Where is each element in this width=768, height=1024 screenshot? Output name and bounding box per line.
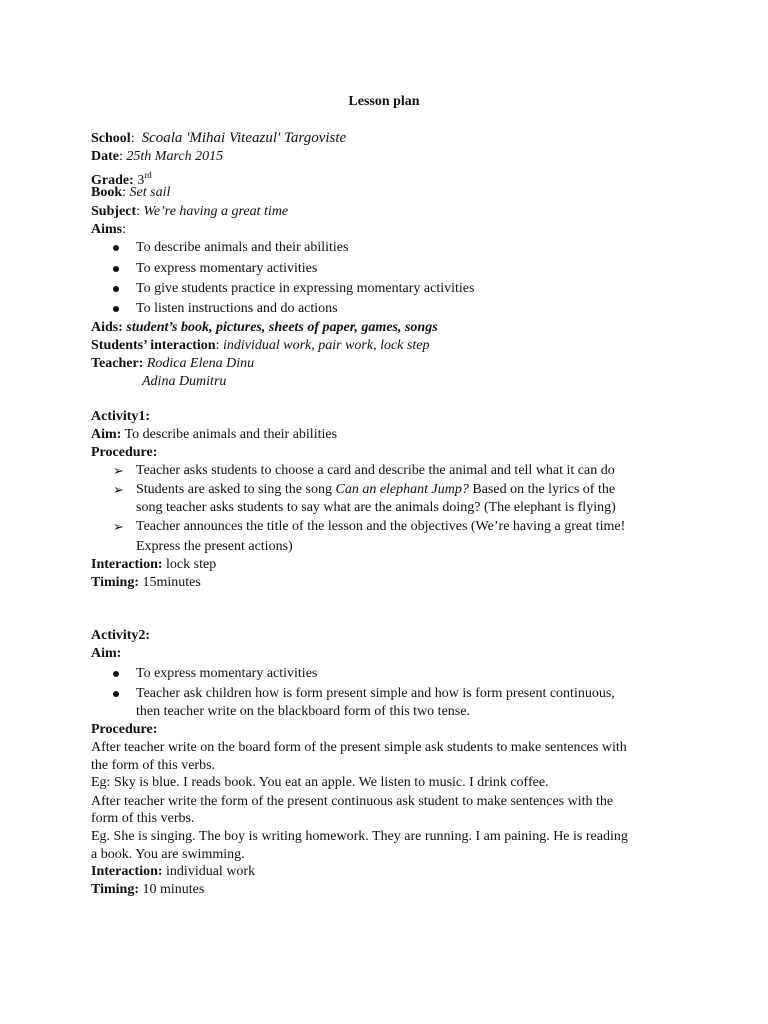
activity1-procedure-label: Procedure: — [91, 445, 158, 460]
date-row: Date: 25th March 2015 — [91, 149, 224, 164]
page-title: Lesson plan — [348, 94, 420, 109]
procedure-line: the form of this verbs. — [91, 758, 216, 773]
procedure-line: After teacher write the form of the present continuous ask student to make sentences with the — [91, 794, 614, 809]
aids-label: Aids: — [91, 320, 123, 335]
activity1-heading: Activity1: — [91, 409, 151, 424]
activity2-timing-label: Timing: — [91, 882, 139, 897]
teacher-name-1: Rodica Elena Dinu — [146, 356, 255, 371]
song-title: Can an elephant Jump? — [335, 482, 469, 497]
activity2-timing-row — [91, 881, 204, 899]
activity2-interaction-row — [91, 863, 255, 881]
school-value: Scoala 'Mihai Viteazul' Targoviste — [141, 130, 347, 146]
students-interaction-label: Students’ interaction — [91, 338, 216, 353]
activity2-aim-item: To express momentary activities — [136, 666, 318, 681]
activity1-interaction-value: lock step — [166, 557, 217, 572]
procedure-line: Eg. She is singing. The boy is writing homework. They are running. I am paining. He is reading — [91, 829, 628, 844]
aim-item: To describe animals and their abilities — [136, 240, 349, 255]
step2-text-b: Based on the lyrics of the — [472, 482, 616, 497]
interaction-row: Students’ interaction: individual work, pair work, lock step — [91, 338, 430, 353]
school-label: School — [91, 131, 131, 146]
bullet-dot-icon — [113, 239, 119, 257]
aids-row — [91, 319, 438, 337]
bullet-dot-icon — [113, 300, 119, 318]
aims-label: Aims — [91, 222, 123, 237]
activity1-aim-value: To describe animals and their abilities — [124, 427, 338, 442]
activity2-aim-item: Teacher ask children how is form present simple and how is form present continuous, — [136, 686, 615, 701]
activity1-interaction-row — [91, 556, 216, 574]
teacher-label: Teacher: — [91, 356, 144, 371]
activity1-aim-label: Aim: — [91, 427, 122, 442]
subject-value: We’re having a great time — [143, 204, 289, 219]
step2-text-a: Students are asked to sing the song — [136, 482, 332, 497]
procedure-step: Teacher announces the title of the lesson and the objectives (We’re having a great time! — [136, 519, 626, 534]
activity2-aim-label: Aim: — [91, 646, 122, 661]
arrow-bullet-icon: ➢ — [113, 463, 124, 478]
bullet-dot-icon — [113, 685, 119, 703]
procedure-line: Eg: Sky is blue. I reads book. You eat an apple. We listen to music. I drink coffee. — [91, 775, 549, 790]
activity2-timing-value: 10 minutes — [142, 882, 205, 897]
activity2-heading: Activity2: — [91, 628, 151, 643]
book-label: Book — [91, 185, 123, 200]
bullet-dot-icon — [113, 260, 119, 278]
students-interaction-value: individual work, pair work, lock step — [222, 338, 430, 353]
aims-row: Aims: — [91, 222, 127, 237]
aids-value: student’s book, pictures, sheets of paper, games, songs — [126, 320, 438, 335]
date-value: 25th March 2015 — [126, 149, 224, 164]
procedure-line: form of this verbs. — [91, 811, 195, 826]
aim-item: To express momentary activities — [136, 261, 318, 276]
procedure-step-continued: song teacher asks students to say what are the animals doing? (The elephant is flying) — [136, 500, 616, 515]
school-row: School: Scoala 'Mihai Viteazul' Targoviste — [91, 130, 347, 146]
grade-superscript: rd — [144, 170, 152, 180]
procedure-step-continued: Express the present actions) — [136, 539, 293, 554]
arrow-bullet-icon: ➢ — [113, 482, 124, 497]
activity1-interaction-label: Interaction: — [91, 557, 163, 572]
bullet-dot-icon — [113, 665, 119, 683]
activity2-aim-item-continued: then teacher write on the blackboard form of this two tense. — [136, 704, 470, 719]
procedure-line: a book. You are swimming. — [91, 847, 245, 862]
activity1-timing-label: Timing: — [91, 575, 139, 590]
aim-item: To listen instructions and do actions — [136, 301, 338, 316]
activity1-timing-value: 15minutes — [142, 575, 201, 590]
grade-value: 3 — [137, 173, 145, 188]
aim-item: To give students practice in expressing momentary activities — [136, 281, 475, 296]
activity2-procedure-label: Procedure: — [91, 722, 158, 737]
procedure-step: Teacher asks students to choose a card and describe the animal and tell what it can do — [136, 463, 615, 478]
teacher-row — [91, 355, 254, 373]
procedure-line: After teacher write on the board form of the present simple ask students to make sentences with — [91, 740, 627, 755]
subject-row: Subject: We’re having a great time — [91, 204, 289, 219]
grade-label: Grade: — [91, 173, 134, 188]
activity2-interaction-value: individual work — [166, 864, 256, 879]
activity1-timing-row — [91, 574, 201, 592]
bullet-dot-icon — [113, 280, 119, 298]
teacher-name-2: Adina Dumitru — [142, 374, 227, 389]
book-row: Book: Set sail — [91, 185, 171, 200]
book-value: Set sail — [129, 185, 171, 200]
date-label: Date — [91, 149, 119, 164]
subject-label: Subject — [91, 204, 137, 219]
procedure-step — [136, 481, 615, 499]
arrow-bullet-icon: ➢ — [113, 519, 124, 534]
activity2-interaction-label: Interaction: — [91, 864, 163, 879]
activity1-aim-row — [91, 426, 337, 444]
